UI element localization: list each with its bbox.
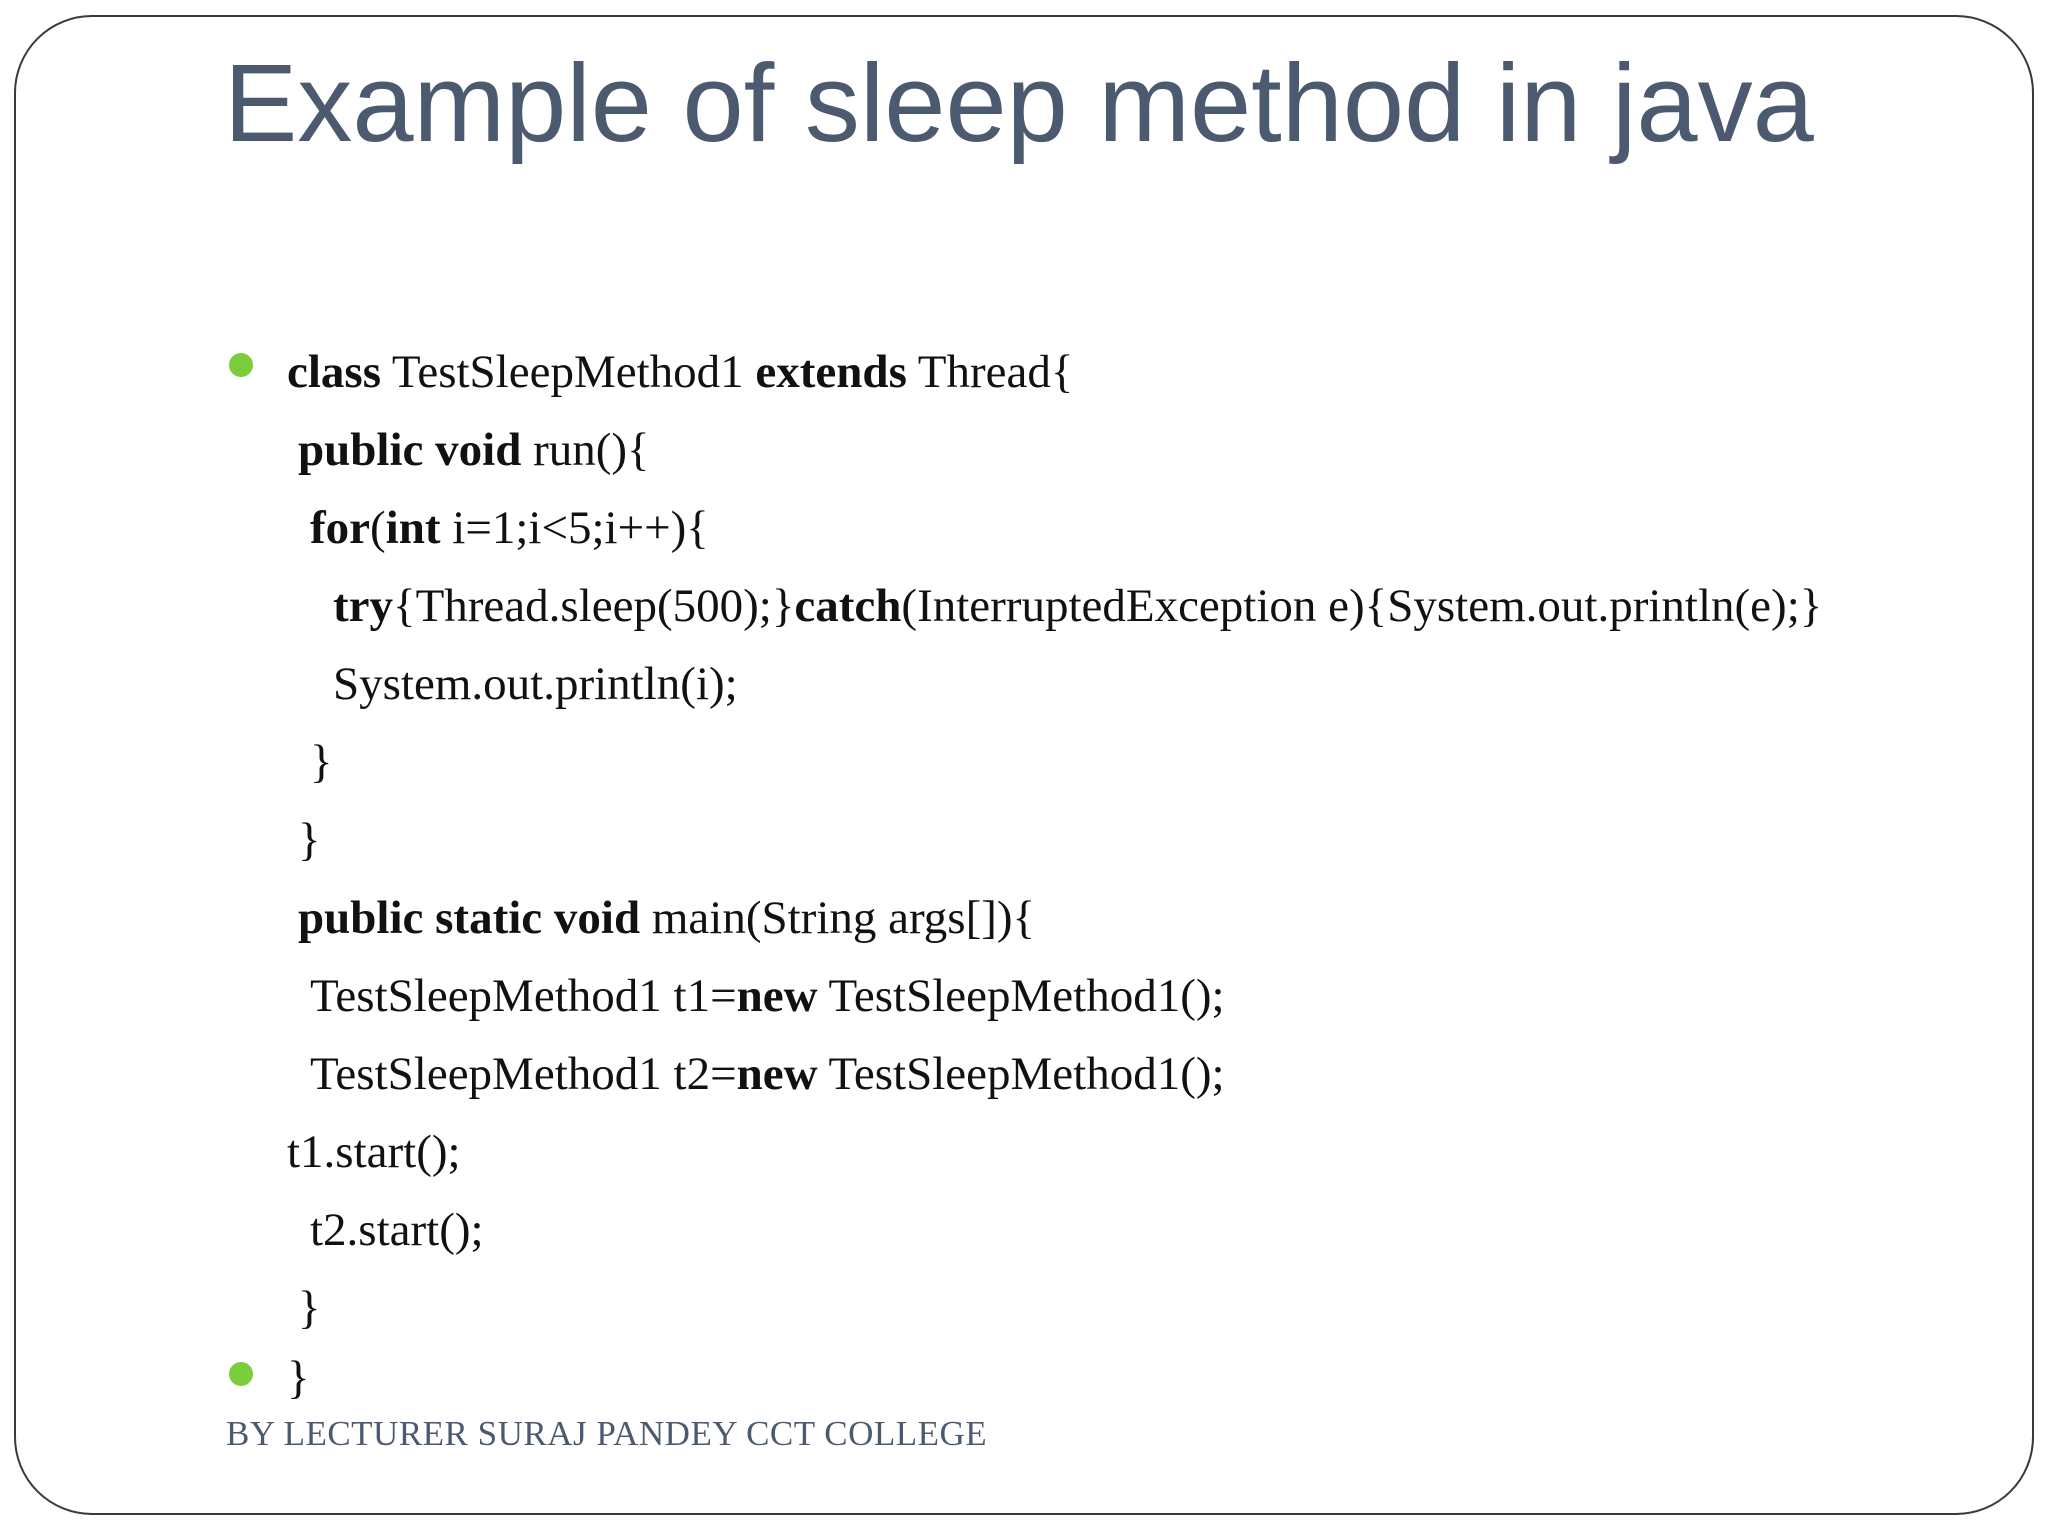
code-line-4	[333, 576, 1822, 636]
code-text: main(String args[]){	[640, 892, 1036, 944]
code-keyword: class	[287, 346, 381, 398]
bullet-icon	[229, 1362, 253, 1386]
code-text: TestSleepMethod1();	[817, 970, 1225, 1022]
code-keyword: new	[736, 1048, 818, 1100]
code-line-13	[298, 1278, 321, 1338]
code-line-1	[287, 342, 1073, 402]
code-line-11	[287, 1122, 461, 1182]
code-line-7	[298, 810, 321, 870]
bullet-icon	[229, 353, 253, 377]
code-line-9	[310, 966, 1225, 1026]
code-keyword: new	[736, 970, 818, 1022]
code-line-8	[298, 888, 1035, 948]
code-line-12	[310, 1200, 484, 1260]
code-text: i=1;i<5;i++){	[440, 502, 709, 554]
code-text: (InterruptedException e){System.out.println(e);}	[901, 580, 1823, 632]
slide-footer: BY LECTURER SURAJ PANDEY CCT COLLEGE	[226, 1414, 988, 1453]
code-text: t1.start();	[287, 1126, 461, 1178]
code-line-3	[310, 498, 709, 558]
code-keyword: catch	[794, 580, 902, 632]
code-text: TestSleepMethod1 t2=	[310, 1048, 737, 1100]
code-keyword: public void	[298, 424, 522, 476]
code-text: TestSleepMethod1();	[817, 1048, 1225, 1100]
code-text: }	[310, 736, 333, 788]
code-text: TestSleepMethod1	[381, 346, 756, 398]
code-keyword: extends	[755, 346, 907, 398]
code-line-5	[333, 654, 738, 714]
code-keyword: try	[333, 580, 394, 632]
code-keyword: int	[385, 502, 441, 554]
code-line-2	[298, 420, 650, 480]
code-keyword: for	[310, 502, 371, 554]
code-line-10	[310, 1044, 1225, 1104]
code-text: }	[287, 1352, 310, 1404]
code-text: System.out.println(i);	[333, 658, 738, 710]
code-text: t2.start();	[310, 1204, 484, 1256]
slide-title: Example of sleep method in java	[224, 42, 1814, 165]
code-text: {Thread.sleep(500);}	[393, 580, 795, 632]
code-line-14	[287, 1348, 310, 1408]
code-text: }	[298, 814, 321, 866]
code-text: (	[370, 502, 386, 554]
code-text: run(){	[521, 424, 650, 476]
code-text: TestSleepMethod1 t1=	[310, 970, 737, 1022]
code-text: Thread{	[906, 346, 1074, 398]
code-text: }	[298, 1282, 321, 1334]
code-keyword: public static void	[298, 892, 641, 944]
code-line-6	[310, 732, 333, 792]
